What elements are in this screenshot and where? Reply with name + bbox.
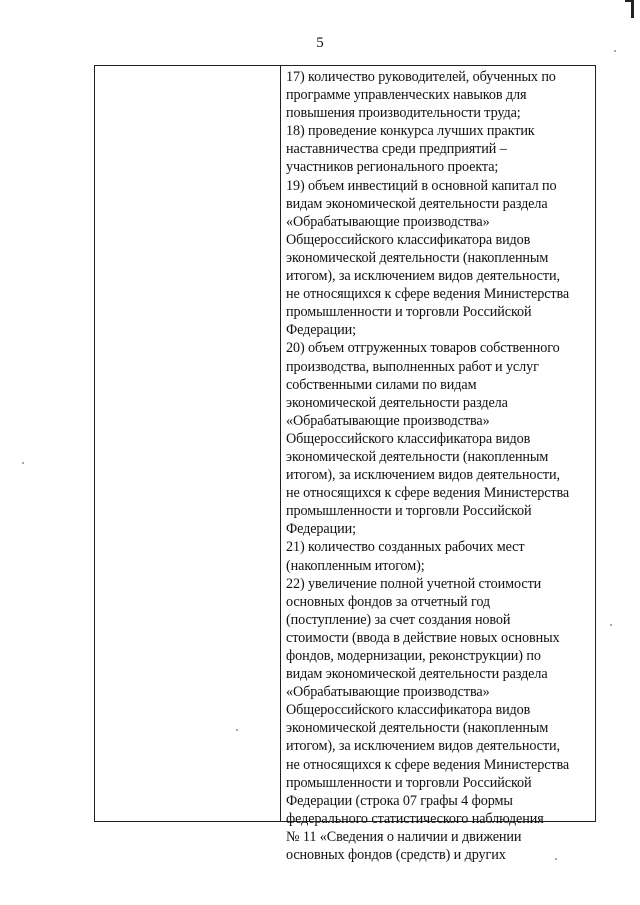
text-line: Общероссийского классификатора видов <box>286 231 531 248</box>
text-line: Общероссийского классификатора видов <box>286 702 531 719</box>
text-line: промышленности и торговли Российской <box>286 304 532 321</box>
text-line: экономической деятельности (накопленным <box>286 448 549 465</box>
text-line: видам экономической деятельности раздела <box>286 195 548 212</box>
scan-speck <box>555 858 557 860</box>
text-line: основных фондов (средств) и других <box>286 847 506 864</box>
text-line: основных фондов за отчетный год <box>286 593 491 610</box>
text-line: федерального статистического наблюдения <box>286 810 544 827</box>
scan-speck <box>236 729 238 731</box>
text-line: «Обрабатывающие производства» <box>286 213 490 230</box>
text-line: промышленности и торговли Российской <box>286 503 532 520</box>
text-line: наставничества среди предприятий – <box>286 141 507 158</box>
text-line: видам экономической деятельности раздела <box>286 666 548 683</box>
text-line: производства, выполненных работ и услуг <box>286 358 539 375</box>
text-line: «Обрабатывающие производства» <box>286 412 490 429</box>
text-line: «Обрабатывающие производства» <box>286 684 490 701</box>
text-line: 21) количество созданных рабочих мест <box>286 539 525 556</box>
text-line: не относящихся к сфере ведения Министерства <box>286 286 570 303</box>
text-line: фондов, модернизации, реконструкции) по <box>286 648 541 664</box>
text-line: 19) объем инвестиций в основной капитал по <box>286 177 557 194</box>
text-line: (накопленным итогом); <box>286 557 425 574</box>
text-line: не относящихся к сфере ведения Министерства <box>286 756 570 773</box>
scan-speck <box>22 462 24 464</box>
table-right-cell <box>281 66 595 864</box>
text-line: Федерации (строка 07 графы 4 формы <box>286 792 513 809</box>
text-line: стоимости (ввода в действие новых основных <box>286 629 560 646</box>
text-line: итогом), за исключением видов деятельности, <box>286 268 560 285</box>
text-line: 17) количество руководителей, обученных по <box>286 69 556 85</box>
text-line: (поступление) за счет создания новой <box>286 611 511 628</box>
text-line: 22) увеличение полной учетной стоимости <box>286 575 542 592</box>
text-line: 20) объем отгруженных товаров собственного <box>286 340 560 357</box>
text-line: Федерации; <box>286 322 356 339</box>
text-line: 18) проведение конкурса лучших практик <box>286 123 535 140</box>
text-line: промышленности и торговли Российской <box>286 774 532 791</box>
text-line: экономической деятельности (накопленным <box>286 720 549 737</box>
text-line: участников регионального проекта; <box>286 159 499 176</box>
text-line: Общероссийского классификатора видов <box>286 430 531 447</box>
text-line: итогом), за исключением видов деятельности, <box>286 467 560 484</box>
text-line: повышения производительности труда; <box>286 105 521 122</box>
text-line: программе управленческих навыков для <box>286 87 527 104</box>
text-line: экономической деятельности раздела <box>286 394 508 411</box>
page-number: 5 <box>316 35 324 51</box>
text-line: собственными силами по видам <box>286 376 477 393</box>
document-table <box>94 65 596 864</box>
text-line: не относящихся к сфере ведения Министерства <box>286 485 570 502</box>
table-left-cell <box>95 66 281 821</box>
text-line: итогом), за исключением видов деятельности, <box>286 738 560 755</box>
text-line: Федерации; <box>286 521 356 538</box>
scan-corner-mark <box>631 0 634 18</box>
scan-corner-mark-horizontal <box>625 0 634 2</box>
text-line: № 11 «Сведения о наличии и движении <box>286 828 522 845</box>
scan-speck <box>610 624 612 626</box>
scan-speck <box>614 50 616 52</box>
text-line: экономической деятельности (накопленным <box>286 249 549 266</box>
